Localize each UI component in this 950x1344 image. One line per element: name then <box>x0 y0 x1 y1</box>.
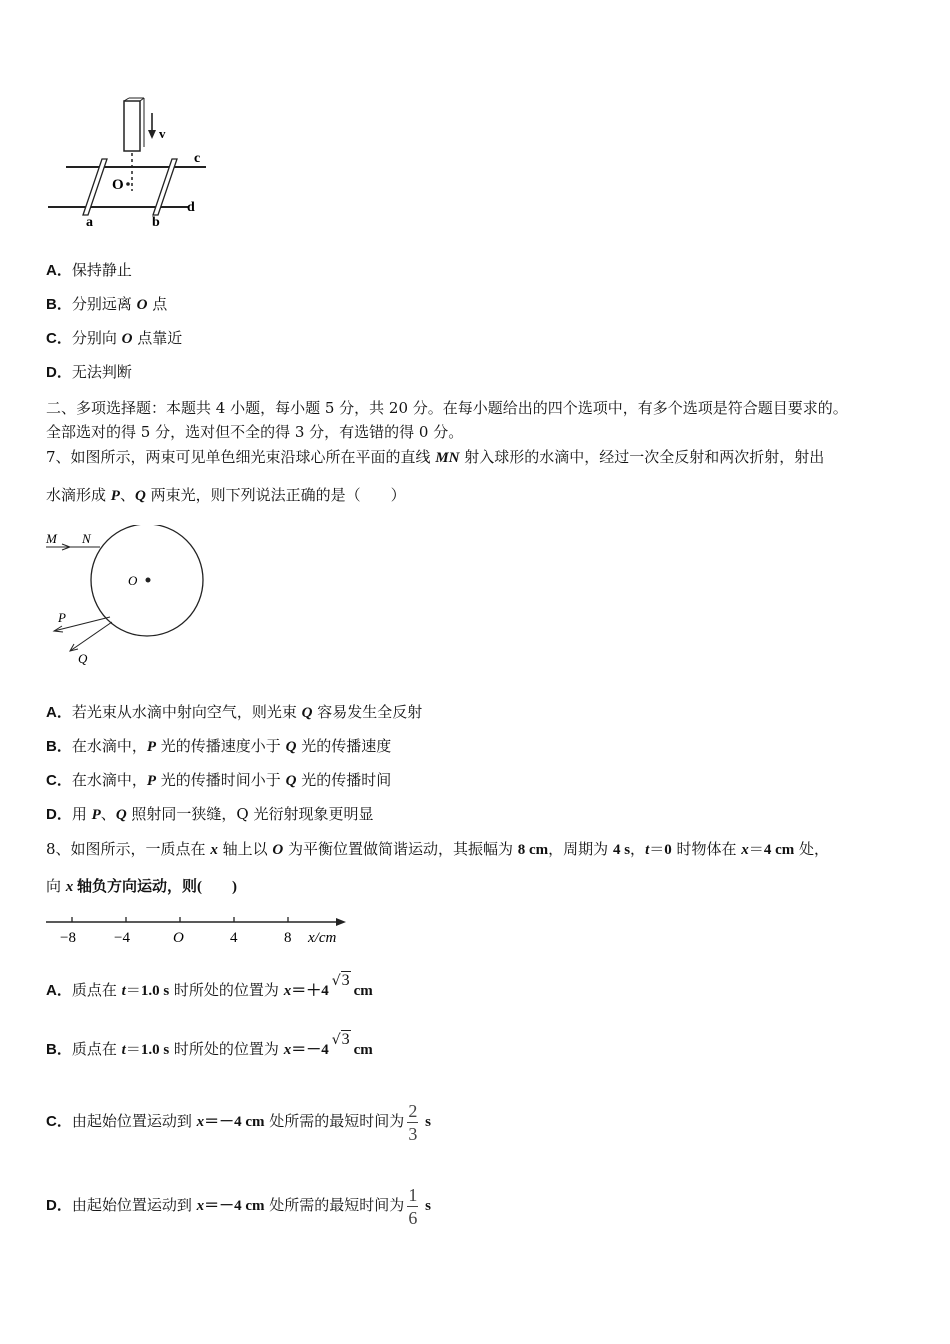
q6-option-a: A．保持静止 <box>46 261 132 279</box>
section2-line2: 全部选对的得 5 分，选对但不全的得 3 分，有选错的得 0 分。 <box>46 423 464 441</box>
fraction: $\frac{2}{3}$ <box>408 1100 418 1144</box>
q6-option-c: C．分别向 O 点靠近 <box>46 329 183 347</box>
fraction: $\frac{1}{6}$ <box>408 1184 418 1228</box>
q8-stem-line2: 向 x 轴负方向运动，则( ) <box>46 877 238 895</box>
q8-option-d: D．由起始位置运动到 x＝－4 cm 处所需的最短时间为 $\frac{1}{6}$ s <box>46 1184 431 1228</box>
sqrt-symbol: √3 <box>331 972 350 989</box>
q7-option-d: D．用 P、Q 照射同一狭缝，Q 光衍射现象更明显 <box>46 805 374 823</box>
q7-option-a: A．若光束从水滴中射向空气，则光束 Q 容易发生全反射 <box>46 703 423 721</box>
section2-line1: 二、多项选择题：本题共 4 小题，每小题 5 分，共 20 分。在每小题给出的四个选项中，有多个选项是符合题目要求的。 <box>46 399 848 417</box>
q8-option-a: A．质点在 t＝1.0 s 时所处的位置为 x＝＋4√3cm <box>46 970 373 1011</box>
q8-option-b: B．质点在 t＝1.0 s 时所处的位置为 x＝－4√3cm <box>46 1029 373 1070</box>
q7-option-c: C．在水滴中，P 光的传播时间小于 Q 光的传播时间 <box>46 771 392 789</box>
label-b: b <box>152 215 160 230</box>
label-v: v <box>159 126 166 141</box>
q8-stem-line1: 8、如图所示，一质点在 x 轴上以 O 为平衡位置做简谐运动，其振幅为 8 cm，周期为 4 s，t＝0 时物体在 x＝4 cm 处， <box>46 840 829 858</box>
center-dot <box>146 578 151 583</box>
q8-option-c: C．由起始位置运动到 x＝－4 cm 处所需的最短时间为 $\frac{2}{3}$ s <box>46 1100 431 1144</box>
water-drop-figure <box>40 525 220 675</box>
q7-stem-line2: 水滴形成 P、Q 两束光，则下列说法正确的是（ ） <box>46 486 406 504</box>
beam-q <box>70 622 112 651</box>
label-d: d <box>187 200 195 215</box>
label-o: O <box>112 177 124 193</box>
axis-unit: x/cm <box>308 930 337 946</box>
tick-label: 4 <box>230 930 238 946</box>
rails-magnet-figure <box>40 95 220 235</box>
tick-label: 8 <box>284 930 292 946</box>
tick-label: −8 <box>60 930 76 946</box>
q7-stem-line1: 7、如图所示，两束可见单色细光束沿球心所在平面的直线 MN 射入球形的水滴中，经过一次全反射和两次折射，射出 <box>46 448 825 466</box>
label-q: Q <box>78 651 88 666</box>
label-n: N <box>82 531 91 546</box>
label-p: P <box>58 610 66 625</box>
q7-option-b: B．在水滴中，P 光的传播速度小于 Q 光的传播速度 <box>46 737 392 755</box>
tick-label: −4 <box>114 930 130 946</box>
label-c: c <box>194 151 201 166</box>
q6-option-d: D．无法判断 <box>46 363 132 381</box>
bar-magnet <box>124 101 140 151</box>
q6-option-b: B．分别远离 O 点 <box>46 295 168 313</box>
label-o: O <box>128 573 138 588</box>
label-a: a <box>86 215 93 230</box>
tick-label: O <box>173 930 184 946</box>
number-line-figure <box>40 910 360 950</box>
sqrt-symbol: √3 <box>331 1031 350 1048</box>
label-m: M <box>46 531 57 546</box>
